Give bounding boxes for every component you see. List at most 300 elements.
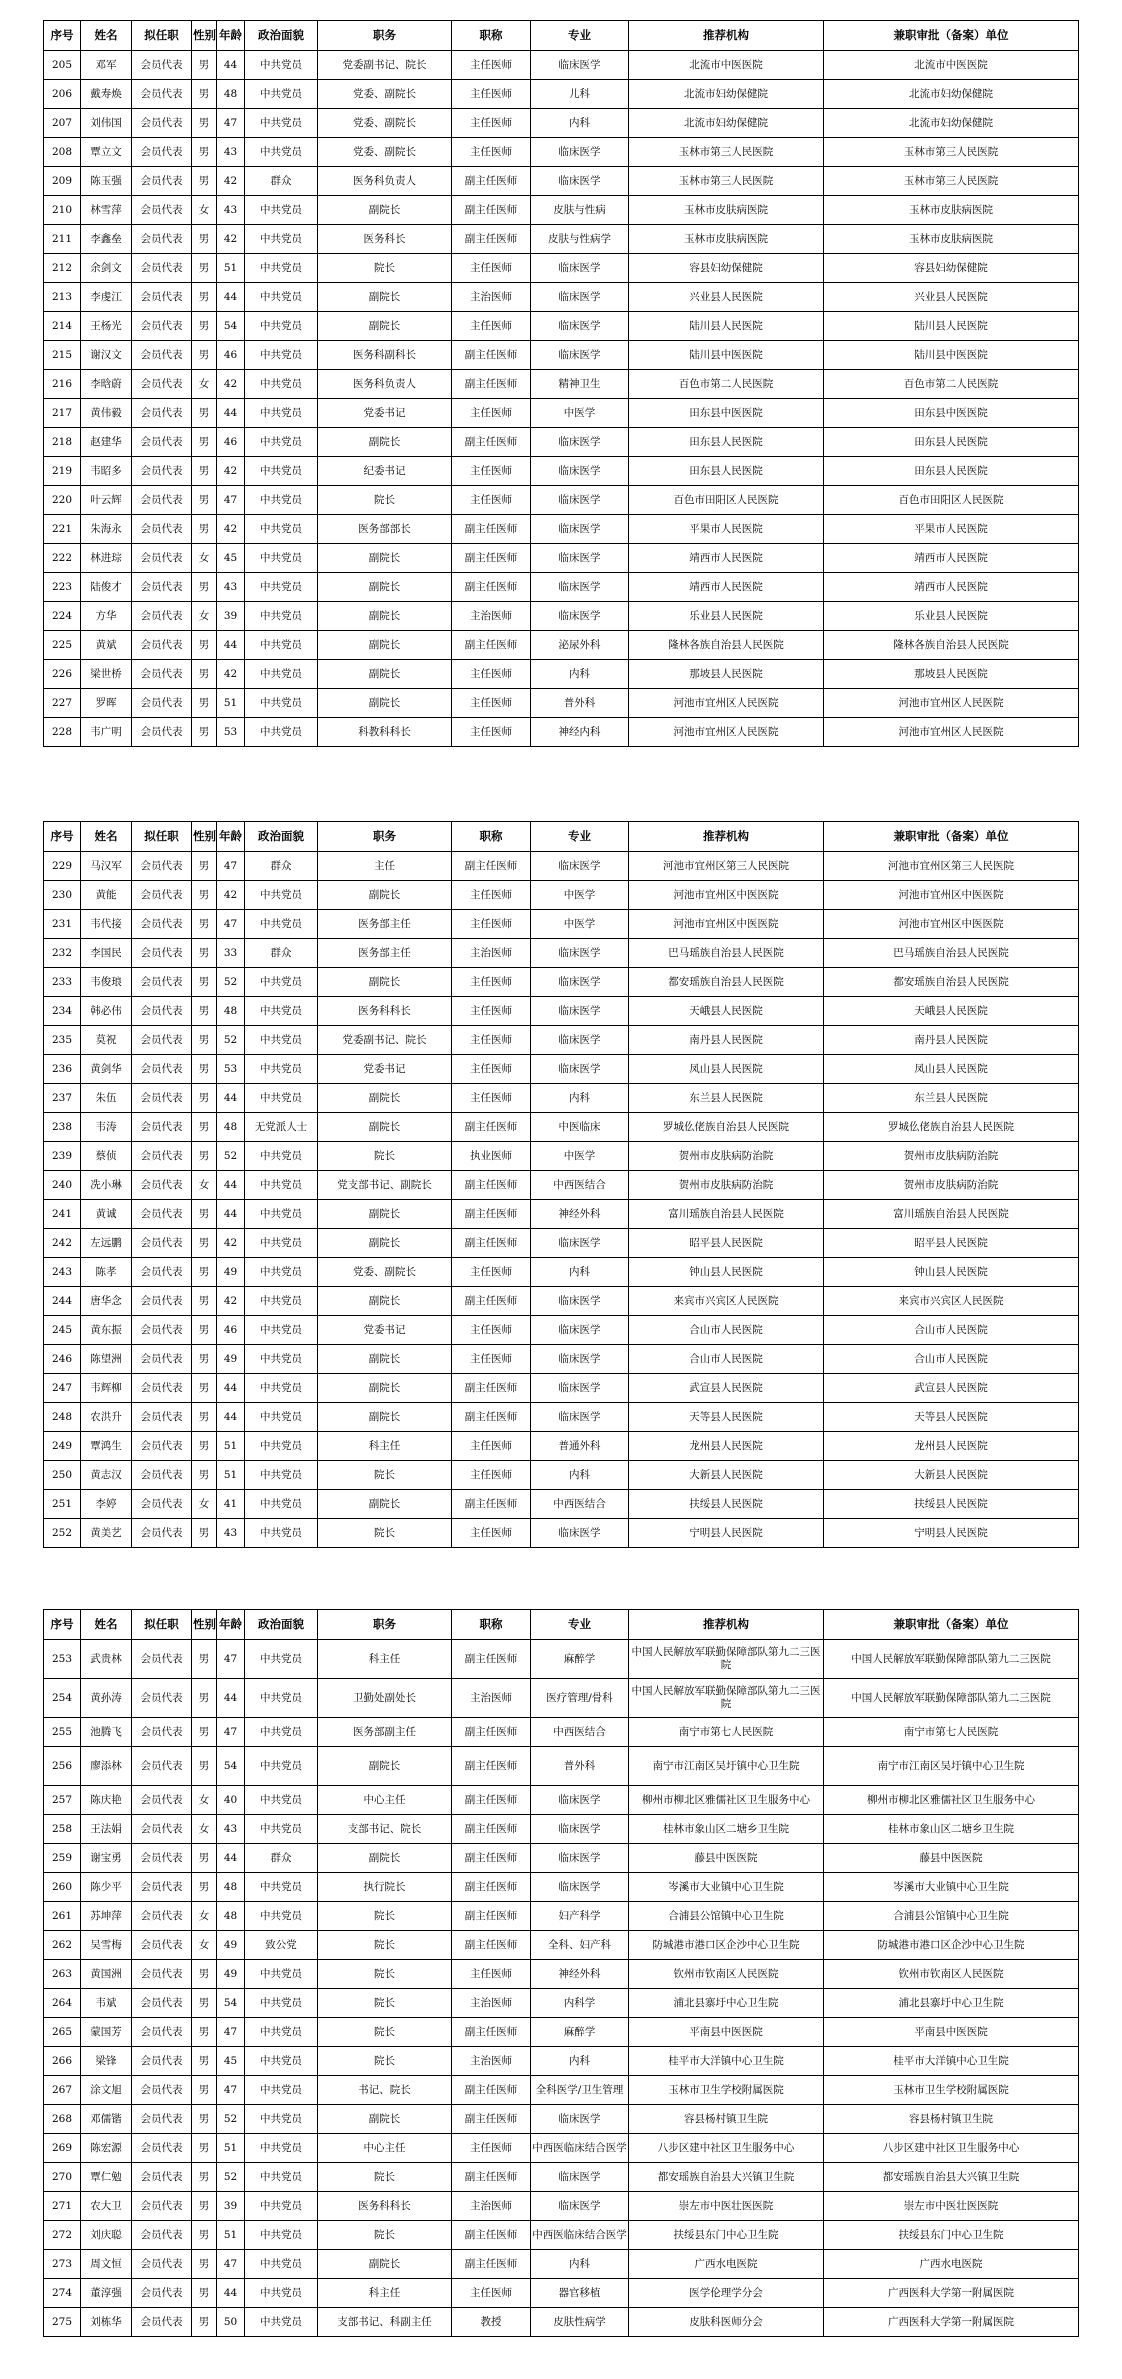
table-row (44, 51, 1079, 80)
cell-role: 会员代表 (132, 1960, 192, 1989)
cell-political: 中共党员 (245, 1873, 318, 1902)
cell-major: 临床医学 (531, 602, 629, 631)
cell-seq: 214 (44, 312, 81, 341)
cell-age: 44 (217, 1679, 245, 1718)
header-age: 年龄 (217, 21, 245, 51)
cell-org: 凤山县人民医院 (629, 1055, 824, 1084)
table-row (44, 225, 1079, 254)
cell-position: 副院长 (318, 1229, 452, 1258)
cell-name: 赵建华 (81, 428, 132, 457)
cell-role: 会员代表 (132, 1229, 192, 1258)
cell-title: 主任医师 (452, 109, 531, 138)
cell-org: 都安瑶族自治县人民医院 (629, 968, 824, 997)
cell-title: 副主任医师 (452, 225, 531, 254)
cell-age: 49 (217, 1258, 245, 1287)
cell-title: 主任医师 (452, 1316, 531, 1345)
cell-org: 广西水电医院 (629, 2250, 824, 2279)
cell-gender: 男 (192, 689, 217, 718)
cell-unit: 中国人民解放军联勤保障部队第九二三医院 (824, 1640, 1079, 1679)
cell-role: 会员代表 (132, 1171, 192, 1200)
cell-name: 吴雪梅 (81, 1931, 132, 1960)
cell-gender: 女 (192, 1902, 217, 1931)
cell-age: 33 (217, 939, 245, 968)
cell-seq: 242 (44, 1229, 81, 1258)
cell-position: 副院长 (318, 1374, 452, 1403)
cell-political: 中共党员 (245, 341, 318, 370)
cell-position: 科主任 (318, 1640, 452, 1679)
cell-seq: 217 (44, 399, 81, 428)
cell-position: 院长 (318, 1142, 452, 1171)
cell-unit: 扶绥县东门中心卫生院 (824, 2221, 1079, 2250)
header-org: 推荐机构 (629, 21, 824, 51)
cell-name: 马汉军 (81, 852, 132, 881)
cell-gender: 男 (192, 51, 217, 80)
cell-name: 邓儒锴 (81, 2105, 132, 2134)
header-gender: 性别 (192, 1610, 217, 1640)
cell-title: 副主任医师 (452, 1873, 531, 1902)
cell-political: 无党派人士 (245, 1113, 318, 1142)
cell-role: 会员代表 (132, 852, 192, 881)
cell-position: 院长 (318, 1461, 452, 1490)
table-row (44, 997, 1079, 1026)
cell-role: 会员代表 (132, 2018, 192, 2047)
cell-name: 涂文旭 (81, 2076, 132, 2105)
cell-position: 副院长 (318, 1844, 452, 1873)
cell-major: 中医学 (531, 881, 629, 910)
cell-name: 蔡侦 (81, 1142, 132, 1171)
cell-role: 会员代表 (132, 1084, 192, 1113)
header-position: 职务 (318, 1610, 452, 1640)
cell-title: 副主任医师 (452, 852, 531, 881)
cell-role: 会员代表 (132, 341, 192, 370)
cell-org: 百色市田阳区人民医院 (629, 486, 824, 515)
cell-seq: 219 (44, 457, 81, 486)
header-name: 姓名 (81, 21, 132, 51)
cell-name: 韦俊琅 (81, 968, 132, 997)
cell-org: 中国人民解放军联勤保障部队第九二三医院 (629, 1679, 824, 1718)
cell-major: 临床医学 (531, 939, 629, 968)
header-row (44, 21, 1079, 51)
cell-major: 临床医学 (531, 138, 629, 167)
cell-age: 45 (217, 544, 245, 573)
table-row (44, 1316, 1079, 1345)
table-row (44, 1113, 1079, 1142)
cell-seq: 210 (44, 196, 81, 225)
table-row (44, 1461, 1079, 1490)
cell-role: 会员代表 (132, 1815, 192, 1844)
table-row (44, 2221, 1079, 2250)
cell-unit: 崇左市中医壮医医院 (824, 2192, 1079, 2221)
cell-major: 临床医学 (531, 428, 629, 457)
cell-org: 北流市妇幼保健院 (629, 109, 824, 138)
cell-role: 会员代表 (132, 370, 192, 399)
cell-role: 会员代表 (132, 1374, 192, 1403)
cell-political: 中共党员 (245, 1345, 318, 1374)
cell-role: 会员代表 (132, 2279, 192, 2308)
cell-seq: 264 (44, 1989, 81, 2018)
cell-unit: 田东县中医医院 (824, 399, 1079, 428)
cell-age: 47 (217, 1640, 245, 1679)
cell-age: 42 (217, 515, 245, 544)
cell-org: 富川瑶族自治县人民医院 (629, 1200, 824, 1229)
cell-seq: 263 (44, 1960, 81, 1989)
cell-title: 主任医师 (452, 2134, 531, 2163)
cell-political: 中共党员 (245, 399, 318, 428)
cell-political: 中共党员 (245, 1258, 318, 1287)
cell-title: 主治医师 (452, 602, 531, 631)
cell-political: 中共党员 (245, 254, 318, 283)
cell-name: 陈望洲 (81, 1345, 132, 1374)
cell-position: 中心主任 (318, 2134, 452, 2163)
cell-major: 临床医学 (531, 1345, 629, 1374)
cell-age: 44 (217, 631, 245, 660)
cell-major: 临床医学 (531, 1873, 629, 1902)
table-row (44, 1084, 1079, 1113)
table-row (44, 910, 1079, 939)
cell-unit: 浦北县寨圩中心卫生院 (824, 1989, 1079, 2018)
cell-seq: 250 (44, 1461, 81, 1490)
cell-major: 皮肤与性病 (531, 196, 629, 225)
cell-org: 陆川县中医医院 (629, 341, 824, 370)
cell-political: 中共党员 (245, 1142, 318, 1171)
cell-org: 靖西市人民医院 (629, 544, 824, 573)
cell-seq: 228 (44, 718, 81, 747)
cell-major: 临床医学 (531, 1229, 629, 1258)
cell-unit: 桂平市大洋镇中心卫生院 (824, 2047, 1079, 2076)
cell-gender: 男 (192, 968, 217, 997)
cell-unit: 东兰县人民医院 (824, 1084, 1079, 1113)
table-row (44, 1171, 1079, 1200)
cell-role: 会员代表 (132, 51, 192, 80)
cell-political: 中共党员 (245, 1989, 318, 2018)
cell-age: 44 (217, 1374, 245, 1403)
cell-name: 周文恒 (81, 2250, 132, 2279)
cell-org: 乐业县人民医院 (629, 602, 824, 631)
table-row (44, 1640, 1079, 1679)
cell-major: 医疗管理/骨科 (531, 1679, 629, 1718)
cell-major: 妇产科学 (531, 1902, 629, 1931)
cell-role: 会员代表 (132, 1026, 192, 1055)
cell-seq: 251 (44, 1490, 81, 1519)
member-table-2 (43, 821, 1079, 1548)
cell-political: 中共党员 (245, 225, 318, 254)
cell-major: 中医学 (531, 399, 629, 428)
cell-unit: 河池市宜州区人民医院 (824, 689, 1079, 718)
cell-title: 副主任医师 (452, 1113, 531, 1142)
cell-age: 47 (217, 910, 245, 939)
cell-major: 临床医学 (531, 1055, 629, 1084)
cell-title: 主治医师 (452, 939, 531, 968)
cell-gender: 男 (192, 399, 217, 428)
cell-unit: 钟山县人民医院 (824, 1258, 1079, 1287)
table-row (44, 341, 1079, 370)
cell-org: 皮肤科医师分会 (629, 2308, 824, 2337)
cell-unit: 广西医科大学第一附属医院 (824, 2279, 1079, 2308)
cell-name: 梁锋 (81, 2047, 132, 2076)
cell-position: 党委书记 (318, 1055, 452, 1084)
cell-gender: 男 (192, 2250, 217, 2279)
table-row (44, 428, 1079, 457)
cell-political: 中共党员 (245, 1432, 318, 1461)
cell-major: 儿科 (531, 80, 629, 109)
cell-gender: 男 (192, 1844, 217, 1873)
cell-unit: 北流市妇幼保健院 (824, 109, 1079, 138)
cell-major: 临床医学 (531, 968, 629, 997)
header-unit: 兼职审批（备案）单位 (824, 822, 1079, 852)
cell-major: 神经内科 (531, 718, 629, 747)
cell-role: 会员代表 (132, 1432, 192, 1461)
cell-age: 54 (217, 1989, 245, 2018)
cell-position: 院长 (318, 2018, 452, 2047)
cell-political: 中共党员 (245, 2047, 318, 2076)
cell-org: 巴马瑶族自治县人民医院 (629, 939, 824, 968)
cell-major: 临床医学 (531, 341, 629, 370)
cell-unit: 靖西市人民医院 (824, 544, 1079, 573)
cell-org: 那坡县人民医院 (629, 660, 824, 689)
cell-major: 中西医结合 (531, 1718, 629, 1747)
cell-org: 宁明县人民医院 (629, 1519, 824, 1548)
cell-position: 副院长 (318, 428, 452, 457)
cell-political: 中共党员 (245, 1229, 318, 1258)
cell-position: 院长 (318, 254, 452, 283)
cell-role: 会员代表 (132, 881, 192, 910)
cell-unit: 八步区建中社区卫生服务中心 (824, 2134, 1079, 2163)
cell-role: 会员代表 (132, 2163, 192, 2192)
header-unit: 兼职审批（备案）单位 (824, 21, 1079, 51)
cell-name: 冼小琳 (81, 1171, 132, 1200)
cell-title: 主治医师 (452, 2047, 531, 2076)
cell-gender: 男 (192, 1461, 217, 1490)
table-row (44, 689, 1079, 718)
cell-age: 43 (217, 1815, 245, 1844)
cell-name: 左远鹏 (81, 1229, 132, 1258)
table-row (44, 2047, 1079, 2076)
cell-name: 武贵林 (81, 1640, 132, 1679)
cell-seq: 269 (44, 2134, 81, 2163)
cell-title: 主任医师 (452, 1432, 531, 1461)
cell-gender: 女 (192, 196, 217, 225)
cell-seq: 254 (44, 1679, 81, 1718)
cell-unit: 田东县人民医院 (824, 428, 1079, 457)
cell-major: 普通外科 (531, 1432, 629, 1461)
cell-position: 副院长 (318, 631, 452, 660)
cell-name: 陈孝 (81, 1258, 132, 1287)
cell-political: 中共党员 (245, 515, 318, 544)
cell-name: 黄斌 (81, 631, 132, 660)
table-row (44, 1815, 1079, 1844)
cell-unit: 罗城仫佬族自治县人民医院 (824, 1113, 1079, 1142)
cell-name: 刘栋华 (81, 2308, 132, 2337)
cell-gender: 女 (192, 544, 217, 573)
cell-org: 崇左市中医壮医医院 (629, 2192, 824, 2221)
cell-unit: 百色市田阳区人民医院 (824, 486, 1079, 515)
table-row (44, 968, 1079, 997)
cell-political: 中共党员 (245, 1960, 318, 1989)
cell-gender: 女 (192, 1490, 217, 1519)
cell-title: 副主任医师 (452, 2105, 531, 2134)
cell-position: 院长 (318, 1902, 452, 1931)
cell-title: 主治医师 (452, 2192, 531, 2221)
cell-unit: 巴马瑶族自治县人民医院 (824, 939, 1079, 968)
cell-unit: 容县杨村镇卫生院 (824, 2105, 1079, 2134)
cell-role: 会员代表 (132, 1873, 192, 1902)
cell-org: 医学伦理学分会 (629, 2279, 824, 2308)
table-row (44, 1374, 1079, 1403)
cell-unit: 百色市第二人民医院 (824, 370, 1079, 399)
cell-gender: 男 (192, 1432, 217, 1461)
cell-role: 会员代表 (132, 196, 192, 225)
cell-major: 临床医学 (531, 457, 629, 486)
cell-name: 戴寿焕 (81, 80, 132, 109)
cell-title: 副主任医师 (452, 1931, 531, 1960)
cell-gender: 男 (192, 1258, 217, 1287)
cell-role: 会员代表 (132, 544, 192, 573)
table-row (44, 2105, 1079, 2134)
cell-seq: 221 (44, 515, 81, 544)
cell-org: 钦州市钦南区人民医院 (629, 1960, 824, 1989)
header-political: 政治面貌 (245, 1610, 318, 1640)
cell-political: 中共党员 (245, 2308, 318, 2337)
cell-role: 会员代表 (132, 167, 192, 196)
cell-major: 内科 (531, 1258, 629, 1287)
cell-major: 麻醉学 (531, 2018, 629, 2047)
cell-org: 都安瑶族自治县大兴镇卫生院 (629, 2163, 824, 2192)
cell-role: 会员代表 (132, 1902, 192, 1931)
cell-name: 蒙国芳 (81, 2018, 132, 2047)
cell-age: 54 (217, 312, 245, 341)
cell-seq: 226 (44, 660, 81, 689)
cell-seq: 205 (44, 51, 81, 80)
cell-title: 主治医师 (452, 1989, 531, 2018)
cell-unit: 中国人民解放军联勤保障部队第九二三医院 (824, 1679, 1079, 1718)
cell-position: 主任 (318, 852, 452, 881)
cell-org: 贺州市皮肤病防治院 (629, 1171, 824, 1200)
cell-org: 南宁市第七人民医院 (629, 1718, 824, 1747)
cell-major: 中西医临床结合医学 (531, 2134, 629, 2163)
cell-political: 群众 (245, 167, 318, 196)
cell-role: 会员代表 (132, 1287, 192, 1316)
cell-role: 会员代表 (132, 1113, 192, 1142)
cell-gender: 男 (192, 1960, 217, 1989)
cell-political: 中共党员 (245, 1679, 318, 1718)
cell-title: 副主任医师 (452, 2018, 531, 2047)
cell-seq: 274 (44, 2279, 81, 2308)
cell-gender: 男 (192, 254, 217, 283)
cell-unit: 陆川县中医医院 (824, 341, 1079, 370)
cell-seq: 247 (44, 1374, 81, 1403)
cell-political: 中共党员 (245, 1718, 318, 1747)
cell-title: 主任医师 (452, 1258, 531, 1287)
cell-title: 主任医师 (452, 457, 531, 486)
cell-position: 副院长 (318, 2105, 452, 2134)
cell-political: 中共党员 (245, 968, 318, 997)
cell-title: 副主任医师 (452, 1287, 531, 1316)
cell-role: 会员代表 (132, 1345, 192, 1374)
cell-seq: 267 (44, 2076, 81, 2105)
cell-gender: 男 (192, 660, 217, 689)
cell-org: 钟山县人民医院 (629, 1258, 824, 1287)
cell-seq: 268 (44, 2105, 81, 2134)
cell-org: 扶绥县人民医院 (629, 1490, 824, 1519)
cell-name: 梁世桥 (81, 660, 132, 689)
cell-seq: 236 (44, 1055, 81, 1084)
cell-name: 陈少平 (81, 1873, 132, 1902)
cell-age: 42 (217, 1229, 245, 1258)
cell-seq: 232 (44, 939, 81, 968)
cell-position: 医务科副科长 (318, 341, 452, 370)
cell-role: 会员代表 (132, 254, 192, 283)
cell-political: 中共党员 (245, 602, 318, 631)
cell-age: 44 (217, 1200, 245, 1229)
cell-gender: 男 (192, 1287, 217, 1316)
cell-role: 会员代表 (132, 428, 192, 457)
cell-major: 临床医学 (531, 283, 629, 312)
cell-seq: 265 (44, 2018, 81, 2047)
cell-name: 叶云辉 (81, 486, 132, 515)
cell-title: 主任医师 (452, 138, 531, 167)
cell-gender: 男 (192, 167, 217, 196)
cell-position: 副院长 (318, 1084, 452, 1113)
table-row (44, 457, 1079, 486)
cell-age: 39 (217, 602, 245, 631)
cell-gender: 男 (192, 283, 217, 312)
cell-org: 来宾市兴宾区人民医院 (629, 1287, 824, 1316)
cell-seq: 252 (44, 1519, 81, 1548)
cell-unit: 扶绥县人民医院 (824, 1490, 1079, 1519)
cell-name: 董淳强 (81, 2279, 132, 2308)
cell-unit: 桂林市象山区二塘乡卫生院 (824, 1815, 1079, 1844)
table-row (44, 1258, 1079, 1287)
cell-title: 主任医师 (452, 254, 531, 283)
cell-org: 田东县人民医院 (629, 428, 824, 457)
cell-age: 52 (217, 2163, 245, 2192)
cell-unit: 贺州市皮肤病防治院 (824, 1171, 1079, 1200)
cell-name: 黄孙涛 (81, 1679, 132, 1718)
cell-age: 49 (217, 1345, 245, 1374)
cell-major: 内科 (531, 2047, 629, 2076)
cell-seq: 206 (44, 80, 81, 109)
cell-position: 院长 (318, 2163, 452, 2192)
cell-title: 主任医师 (452, 2279, 531, 2308)
cell-title: 主任医师 (452, 312, 531, 341)
cell-age: 42 (217, 1287, 245, 1316)
cell-title: 副主任医师 (452, 631, 531, 660)
header-political: 政治面貌 (245, 21, 318, 51)
cell-role: 会员代表 (132, 1989, 192, 2018)
cell-political: 中共党员 (245, 1815, 318, 1844)
cell-org: 贺州市皮肤病防治院 (629, 1142, 824, 1171)
table-row (44, 138, 1079, 167)
cell-org: 平果市人民医院 (629, 515, 824, 544)
cell-org: 八步区建中社区卫生服务中心 (629, 2134, 824, 2163)
cell-org: 桂林市象山区二塘乡卫生院 (629, 1815, 824, 1844)
table-row (44, 370, 1079, 399)
cell-position: 院长 (318, 1931, 452, 1960)
cell-seq: 229 (44, 852, 81, 881)
cell-political: 中共党员 (245, 1902, 318, 1931)
cell-unit: 乐业县人民医院 (824, 602, 1079, 631)
table-row (44, 2163, 1079, 2192)
cell-major: 临床医学 (531, 1026, 629, 1055)
cell-role: 会员代表 (132, 486, 192, 515)
cell-gender: 男 (192, 341, 217, 370)
cell-position: 副院长 (318, 689, 452, 718)
cell-title: 主任医师 (452, 1345, 531, 1374)
cell-political: 中共党员 (245, 2134, 318, 2163)
cell-title: 主任医师 (452, 1084, 531, 1113)
table-row (44, 1345, 1079, 1374)
cell-role: 会员代表 (132, 910, 192, 939)
